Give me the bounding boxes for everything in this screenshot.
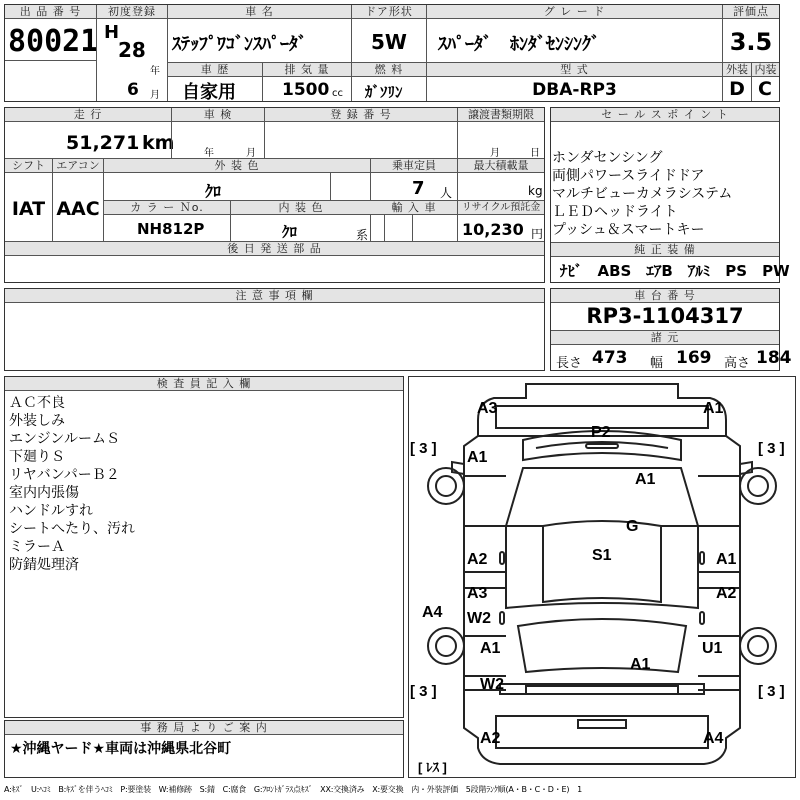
color-no-label: カ ラ ー Ｎo. [104, 201, 230, 215]
inspector-note: ミラーＡ [9, 539, 65, 555]
mileage-unit: km [142, 132, 175, 154]
exterior-grade: D [729, 78, 745, 100]
shift: IAT [11, 198, 46, 220]
mark-left-quarter: A1 [480, 640, 501, 657]
mark-windshield: G [626, 518, 639, 535]
fuel-label: 燃 料 [352, 63, 426, 77]
chassis-number: RP3-1104317 [586, 304, 744, 328]
mark-front-bumper: P2 [591, 424, 611, 441]
length-label: 長さ [556, 356, 583, 371]
mileage: 51,271 [66, 132, 140, 154]
deadline-label: 譲渡書類期限 [458, 108, 544, 122]
first-reg-label: 初度登録 [97, 5, 167, 19]
sales-label: セ ー ル ス ポ イ ン ト [551, 108, 779, 122]
inspector-note: シートへたり、汚れ [9, 521, 135, 537]
import-label: 輸 入 車 [371, 201, 457, 215]
mark-left-fender: A1 [467, 449, 488, 466]
mark-front-left: A3 [477, 400, 498, 417]
int-color-label: 内 装 色 [231, 201, 371, 215]
history-label: 車 歴 [168, 63, 262, 77]
interior-grade: C [758, 78, 772, 100]
inspection-year-unit: 年 [204, 148, 214, 159]
inspector-notes [9, 394, 135, 574]
interior-label: 内装 [751, 63, 779, 77]
mark-rear-bumper-right: A4 [703, 730, 724, 747]
lot-label: 出 品 番 号 [5, 5, 96, 19]
int-color: ｸﾛ [282, 223, 298, 241]
deadline-day-unit: 日 [530, 148, 540, 159]
mark-hood: A1 [635, 471, 656, 488]
inspector-note: ＡＣ不良 [9, 395, 65, 411]
reg-number-label: 登 録 番 号 [265, 108, 457, 122]
inspector-note: 防錆処理済 [9, 557, 79, 573]
door-type: 5W [371, 30, 407, 54]
mark-left-front-door: A2 [467, 551, 488, 568]
model: DBA-RP3 [532, 80, 617, 100]
year-unit: 年 [150, 66, 160, 77]
mark-rear-bumper-left: A2 [480, 730, 501, 747]
sales-point: ホンダセンシング [552, 150, 663, 166]
inspector-note: 室内内張傷 [9, 485, 79, 501]
ac: AAC [56, 198, 100, 220]
lot-number: 80021 [8, 24, 99, 59]
equipment: ﾅﾋﾞ ABS ｴｱB ｱﾙﾐ PS PW [560, 262, 790, 280]
ac-label: エアコン [53, 159, 103, 173]
history: 自家用 [182, 82, 236, 103]
deadline-month-unit: 月 [490, 148, 500, 159]
inspector-label: 検 査 員 記 入 欄 [5, 377, 403, 391]
capacity: 7 [412, 178, 425, 199]
inspection-label: 車 検 [172, 108, 264, 122]
tire-rear-right: [ 3 ] [758, 683, 785, 700]
inspector-note: リヤバンパーＢ２ [9, 467, 120, 483]
height-label: 高さ [724, 356, 751, 371]
mark-left-rear-door-2: W2 [467, 610, 491, 627]
month-unit: 月 [150, 90, 160, 101]
mark-front-right: A1 [703, 400, 724, 417]
sales-point: プッシュ＆スマートキー [552, 222, 705, 238]
inspector-note: 下廻りＳ [9, 449, 65, 465]
score-label: 評価点 [723, 5, 779, 19]
reg-month: 6 [127, 80, 139, 100]
tire-rear-left: [ 3 ] [410, 683, 437, 700]
dims-label: 諸 元 [551, 330, 779, 345]
mileage-label: 走 行 [5, 108, 171, 122]
height: 184 [756, 348, 792, 368]
mark-right-front-door: A1 [716, 551, 737, 568]
tire-front-right: [ 3 ] [758, 440, 785, 457]
office-label: 事 務 局 よ り ご 案 内 [5, 721, 403, 735]
load-unit: kg [528, 184, 543, 198]
spare-tire: [ ﾚｽ ] [418, 760, 447, 775]
inspector-note: エンジンルームＳ [9, 431, 120, 447]
model-label: 型 式 [427, 63, 722, 77]
fuel: ｶﾞｿﾘﾝ [365, 83, 403, 101]
ext-color-label: 外 装 色 [104, 159, 370, 173]
ext-color: ｸﾛ [205, 182, 222, 201]
recycle-fee: 10,230 [462, 220, 524, 239]
equip-label: 純 正 装 備 [551, 242, 779, 257]
sales-points-list [552, 149, 732, 239]
score: 3.5 [729, 28, 773, 56]
load-label: 最大積載量 [458, 159, 544, 173]
later-parts-label: 後 日 発 送 部 品 [5, 242, 544, 256]
grade: ｽﾊﾟｰﾀﾞ ﾎﾝﾀﾞｾﾝｼﾝｸﾞ [438, 34, 600, 55]
width: 169 [676, 348, 712, 368]
inspector-note: ハンドルすれ [9, 503, 93, 519]
shift-label: シフト [5, 159, 52, 173]
int-color-unit: 系 [356, 228, 369, 242]
displacement-unit: cc [332, 88, 343, 99]
sales-point: ＬＥＤヘッドライト [552, 204, 678, 220]
exterior-label: 外装 [723, 63, 751, 77]
inspection-month-unit: 月 [246, 148, 256, 159]
mark-rear-glass: A1 [630, 656, 651, 673]
legend: A:ｷｽﾞ U:ﾍｺﾐ B:ｷｽﾞを伴うﾍｺﾐ P:要塗装 W:補修跡 S:錆 C:腐食 G:ﾌﾛﾝﾄｶﾞﾗｽ点ｷｽﾞ XX:交換済み X:要交換 内・外装評価 5段階ﾗﾝｸ順(A・B・C・D・E) 1 [4, 785, 582, 794]
sales-point: マルチビューカメラシステム [552, 186, 733, 202]
displacement-label: 排 気 量 [263, 63, 351, 77]
recycle-label: リサイクル預託金 [458, 201, 544, 215]
capacity-unit: 人 [440, 186, 453, 200]
mark-right-rear-door: A2 [716, 585, 737, 602]
mark-right-quarter: U1 [702, 640, 723, 657]
mark-left-side: A4 [422, 604, 443, 621]
door-label: ドア形状 [352, 5, 426, 19]
length: 473 [592, 348, 628, 368]
caution-label: 注 意 事 項 欄 [5, 289, 544, 303]
inspector-note: 外装しみ [9, 413, 65, 429]
car-name-label: 車 名 [168, 5, 351, 19]
era: H [104, 22, 120, 43]
mark-roof: S1 [592, 547, 612, 564]
reg-year: 28 [118, 38, 146, 62]
recycle-unit: 円 [531, 227, 544, 241]
mark-left-rear: W2 [480, 676, 504, 693]
displacement: 1500 [282, 80, 330, 100]
grade-label: グ レ ー ド [427, 5, 722, 19]
capacity-label: 乗車定員 [371, 159, 457, 173]
chassis-label: 車 台 番 号 [551, 289, 779, 303]
color-no: NH812P [137, 220, 205, 238]
mark-left-rear-door: A3 [467, 585, 488, 602]
car-name: ｽﾃｯﾌﾟﾜｺﾞﾝｽﾊﾟｰﾀﾞ [172, 34, 307, 55]
office-message: ★沖縄ヤード★車両は沖縄県北谷町 [10, 741, 232, 757]
tire-front-left: [ 3 ] [410, 440, 437, 457]
sales-point: 両側パワースライドドア [552, 168, 705, 184]
width-label: 幅 [650, 356, 664, 371]
